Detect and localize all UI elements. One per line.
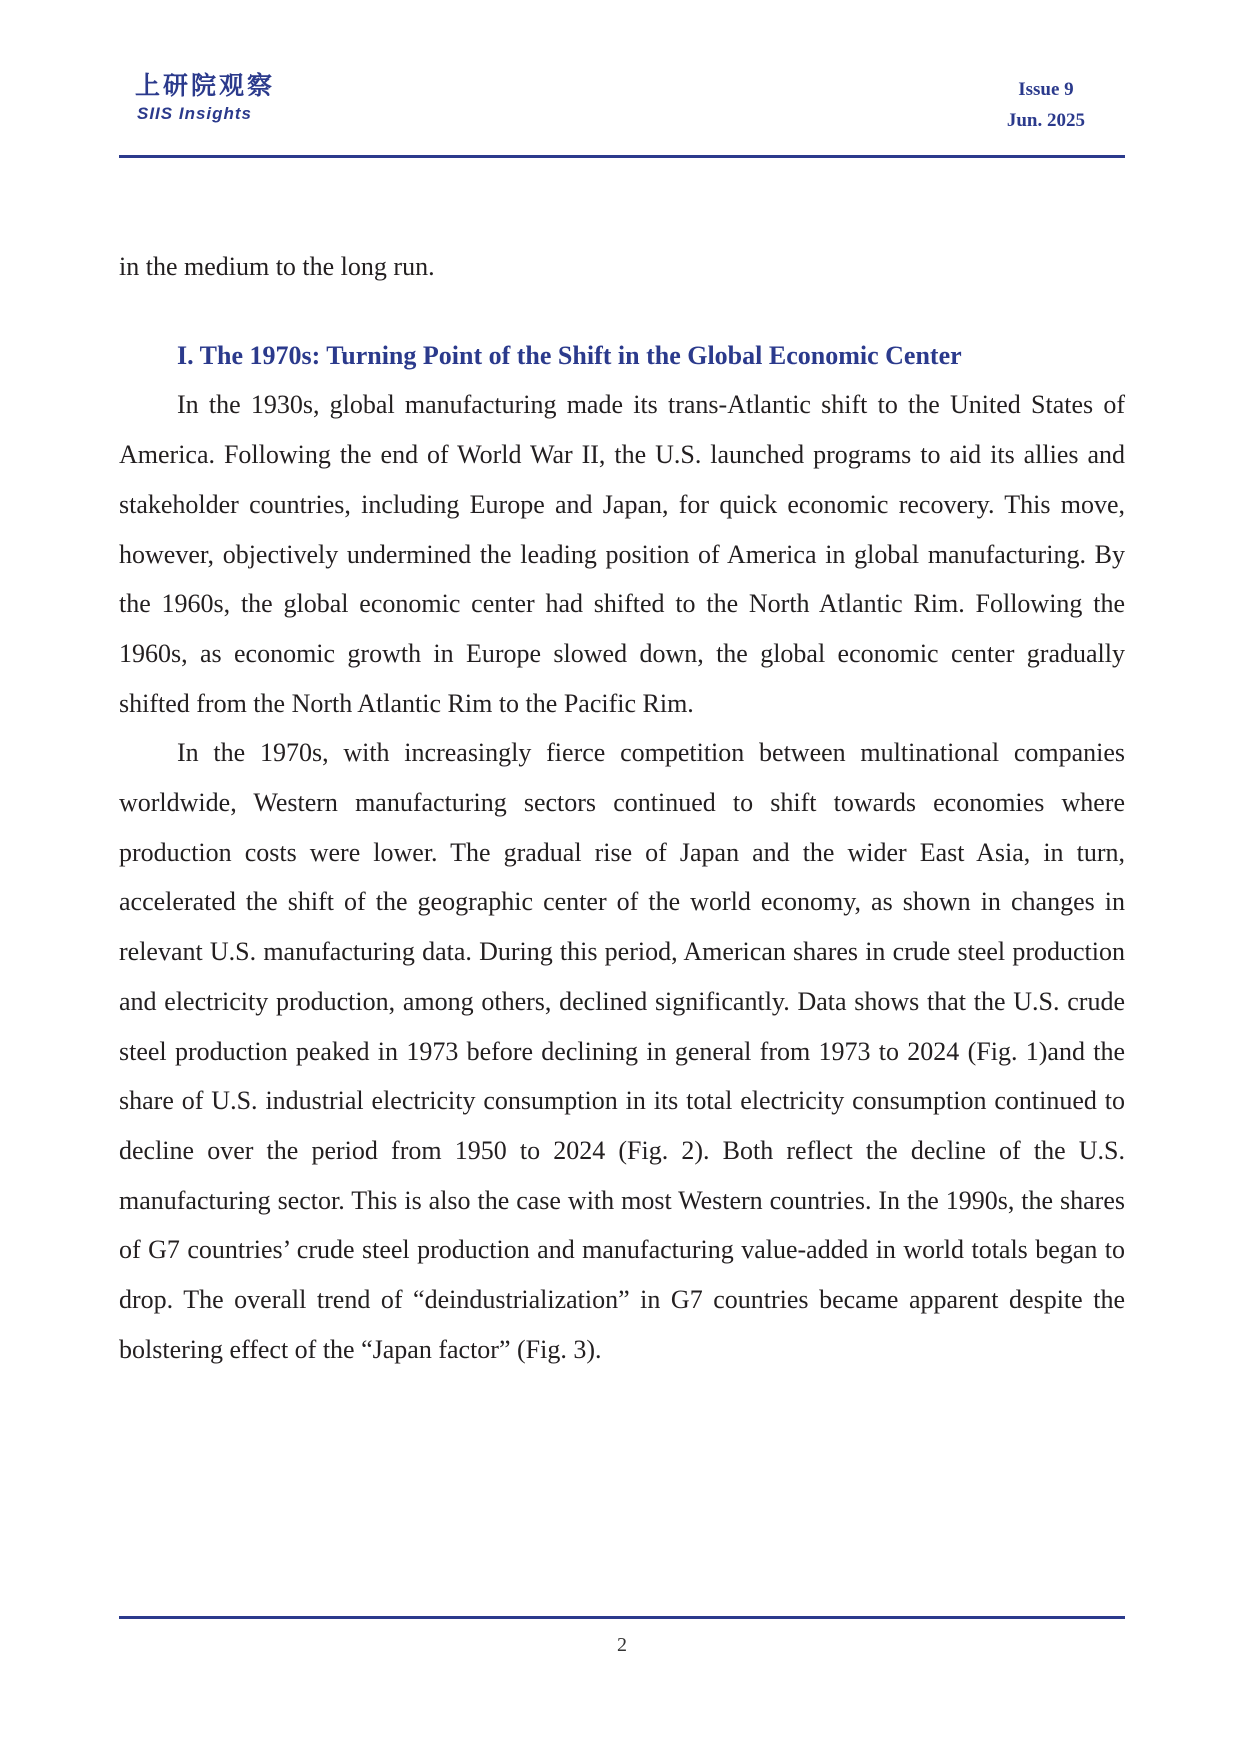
issue-number: Issue 9 xyxy=(1018,79,1074,100)
page-header xyxy=(119,66,1125,158)
paragraph-2: In the 1970s, with increasingly fierce competition between multinational companies worldwide, Western manufacturing sectors continued to shift towards economies where production costs were lower. The gradual rise of Japan and the wider East Asia, in turn, accelerated the shift of the geographic center of the world economy, as shown in changes in relevant U.S. manufacturing data. During this period, American shares in crude steel production and electricity production, among others, declined significantly. Data shows that the U.S. crude steel production peaked in 1973 before declining in general from 1973 to 2024 (Fig. 1)and the share of U.S. industrial electricity consumption in its total electricity consumption continued to decline over the period from 1950 to 2024 (Fig. 2). Both reflect the decline of the U.S. manufacturing sector. This is also the case with most Western countries. In the 1990s, the shares of G7 countries’ crude steel production and manufacturing value-added in world totals began to drop. The overall trend of “deindustrialization” in G7 countries became apparent despite the bolstering effect of the “Japan factor” (Fig. 3). xyxy=(119,738,1125,1364)
page-number: 2 xyxy=(617,1634,627,1656)
logo-chinese: 上研院观察 xyxy=(135,71,276,100)
section-heading: I. The 1970s: Turning Point of the Shift in the Global Economic Center xyxy=(177,340,962,370)
intro-fragment: in the medium to the long run. xyxy=(119,252,435,281)
issue-info xyxy=(1007,74,1085,136)
issue-date: Jun. 2025 xyxy=(1006,110,1085,131)
footer-divider xyxy=(119,1616,1125,1619)
logo-english: SIIS Insights xyxy=(137,104,253,123)
header-divider xyxy=(119,155,1125,158)
article-body xyxy=(119,242,1125,1374)
paragraph-1: In the 1930s, global manufacturing made its trans-Atlantic shift to the United States of America. Following the end of World War II, the U.S. launched programs to aid its allies and stakeholder countries, including Europe and Japan, for quick economic recovery. This move, however, objectively undermined the leading position of America in global manufacturing. By the 1960s, the global economic center had shifted to the North Atlantic Rim. Following the 1960s, as economic growth in Europe slowed down, the global economic center gradually shifted from the North Atlantic Rim to the Pacific Rim. xyxy=(119,390,1125,718)
